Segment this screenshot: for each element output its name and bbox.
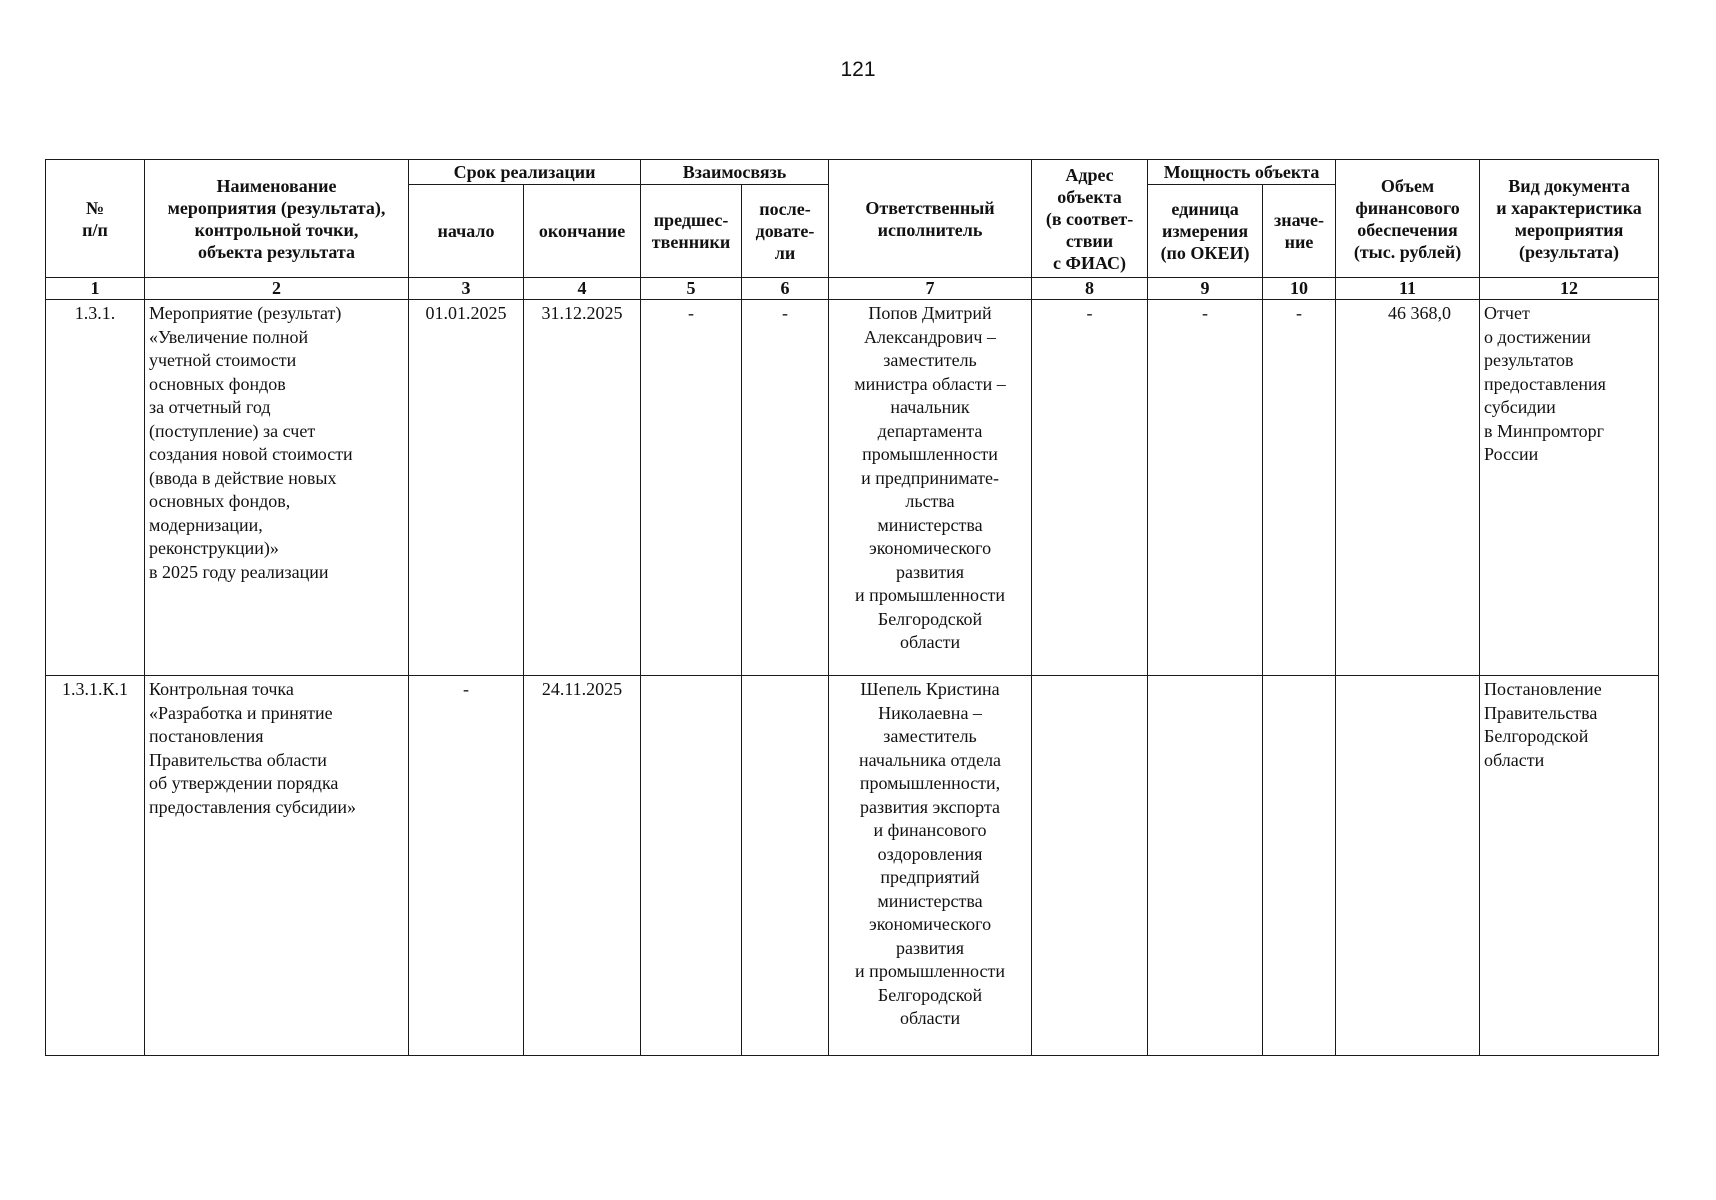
cell-finance: 46 368,0 <box>1336 300 1480 676</box>
page-number: 121 <box>840 58 876 81</box>
cell-pred <box>641 676 742 1056</box>
header-name: Наименование мероприятия (результата), контрольной точки, объекта результата <box>145 160 409 278</box>
column-number: 5 <box>641 278 742 300</box>
cell-start: 01.01.2025 <box>409 300 524 676</box>
header-relation-pred: предшес- твенники <box>641 185 742 278</box>
cell-address: - <box>1032 300 1148 676</box>
cell-value <box>1263 676 1336 1056</box>
table-row <box>46 300 1659 676</box>
cell-name: Мероприятие (результат) «Увеличение полной учетной стоимости основных фондов за отчетный год (поступление) за счет создания новой стоимости (ввода в действие новых основных фондов, модернизации, реконструкции)» в 2025 году реализации <box>145 300 409 676</box>
cell-address <box>1032 676 1148 1056</box>
header-period-start: начало <box>409 185 524 278</box>
cell-succ <box>742 676 829 1056</box>
cell-finance <box>1336 676 1480 1056</box>
header-address: Адрес объекта (в соответ- ствии с ФИАС) <box>1032 160 1148 278</box>
cell-unit <box>1148 676 1263 1056</box>
header-relation-succ: после- довате- ли <box>742 185 829 278</box>
column-numbers-row <box>46 278 1659 300</box>
cell-succ: - <box>742 300 829 676</box>
header-period: Срок реализации <box>409 160 641 185</box>
column-number: 4 <box>524 278 641 300</box>
column-number: 7 <box>829 278 1032 300</box>
column-number: 12 <box>1480 278 1659 300</box>
cell-start: - <box>409 676 524 1056</box>
table-body <box>46 300 1659 1056</box>
header-capacity-value: значе- ние <box>1263 185 1336 278</box>
header-relation: Взаимосвязь <box>641 160 829 185</box>
header-responsible: Ответственный исполнитель <box>829 160 1032 278</box>
column-number: 3 <box>409 278 524 300</box>
header-num: № п/п <box>46 160 145 278</box>
cell-document: Постановление Правительства Белгородской области <box>1480 676 1659 1056</box>
cell-end: 24.11.2025 <box>524 676 641 1056</box>
cell-num: 1.3.1. <box>46 300 145 676</box>
column-number: 1 <box>46 278 145 300</box>
column-number: 10 <box>1263 278 1336 300</box>
cell-name: Контрольная точка «Разработка и принятие постановления Правительства области об утверждении порядка предоставления субсидии» <box>145 676 409 1056</box>
column-number: 9 <box>1148 278 1263 300</box>
cell-document: Отчет о достижении результатов предоставления субсидии в Минпромторг России <box>1480 300 1659 676</box>
cell-responsible: Попов Дмитрий Александрович – заместитель министра области – начальник департамента промышленности и предпринимате- льства министерства экономического развития и промышленности Белгородской области <box>829 300 1032 676</box>
table-row <box>46 676 1659 1056</box>
column-number: 11 <box>1336 278 1480 300</box>
cell-pred: - <box>641 300 742 676</box>
header-capacity: Мощность объекта <box>1148 160 1336 185</box>
cell-num: 1.3.1.К.1 <box>46 676 145 1056</box>
header-finance: Объем финансового обеспечения (тыс. рублей) <box>1336 160 1480 278</box>
column-number: 2 <box>145 278 409 300</box>
cell-end: 31.12.2025 <box>524 300 641 676</box>
implementation-plan-table <box>45 159 1659 1056</box>
header-document: Вид документа и характеристика мероприятия (результата) <box>1480 160 1659 278</box>
cell-unit: - <box>1148 300 1263 676</box>
header-row-top <box>46 160 1659 185</box>
column-number: 6 <box>742 278 829 300</box>
cell-value: - <box>1263 300 1336 676</box>
table-header <box>46 160 1659 300</box>
cell-responsible: Шепель Кристина Николаевна – заместитель начальника отдела промышленности, развития экспорта и финансового оздоровления предприятий министерства экономического развития и промышленности Белгородской области <box>829 676 1032 1056</box>
column-number: 8 <box>1032 278 1148 300</box>
header-capacity-unit: единица измерения (по ОКЕИ) <box>1148 185 1263 278</box>
header-period-end: окончание <box>524 185 641 278</box>
